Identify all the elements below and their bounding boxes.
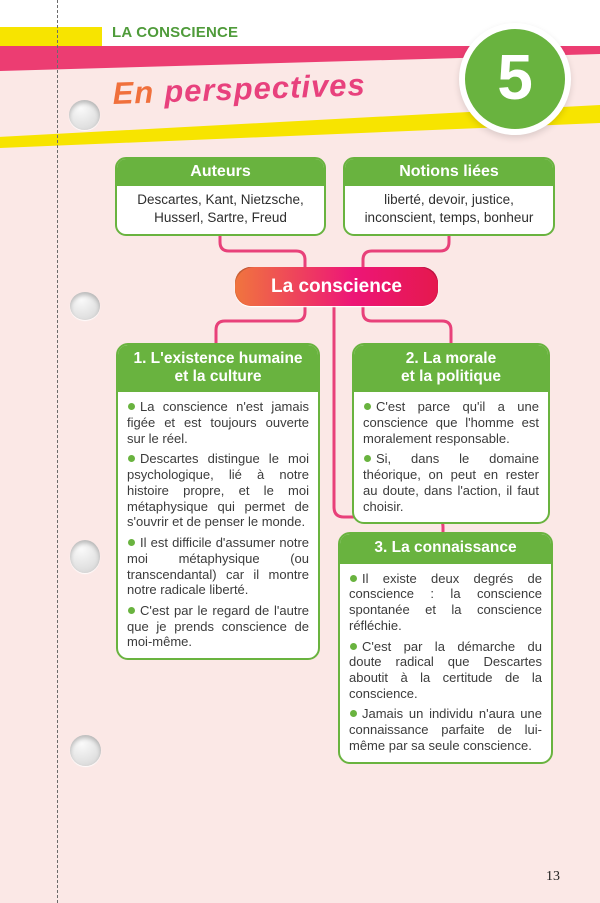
bullet-item: Il existe deux degrés de conscience : la conscience spontanée et la conscience réfléchie. bbox=[349, 570, 542, 633]
bullet-item: C'est par le regard de l'autre que je prends conscience de moi-même. bbox=[127, 602, 309, 650]
bullet-icon bbox=[128, 539, 135, 546]
bullet-icon bbox=[128, 403, 135, 410]
central-node-label: La conscience bbox=[271, 275, 402, 297]
chapter-number: 5 bbox=[497, 41, 533, 113]
chapter-number-badge bbox=[459, 23, 571, 135]
auteurs-box bbox=[115, 157, 326, 236]
branch-box-3 bbox=[338, 532, 553, 764]
connector-notions-to-center bbox=[363, 231, 449, 270]
bullet-icon bbox=[364, 455, 371, 462]
branch-3-title: 3. La connaissance bbox=[340, 534, 551, 564]
bullet-item: Si, dans le domaine théorique, on peut en rester au doute, dans l'action, il faut choisir. bbox=[363, 451, 539, 514]
bullet-icon bbox=[350, 643, 357, 650]
bullet-icon bbox=[128, 607, 135, 614]
bullet-item: C'est parce qu'il a une conscience que l'homme est moralement responsable. bbox=[363, 399, 539, 446]
bullet-item: La conscience n'est jamais figée et est toujours ouverte sur le réel. bbox=[127, 399, 309, 446]
bullet-item: Il est difficile d'assumer notre moi métaphysique (ou transcendantal) car il montre notre radicale liberté. bbox=[127, 535, 309, 598]
bullet-icon bbox=[128, 455, 135, 462]
branch-2-title: 2. La morale et la politique bbox=[354, 345, 548, 392]
connector-center-to-branch1 bbox=[216, 303, 305, 345]
chapter-kicker: LA CONSCIENCE bbox=[112, 24, 239, 41]
page-title-word-1: En bbox=[112, 74, 155, 111]
bullet-icon bbox=[350, 575, 357, 582]
margin-dashed-line bbox=[57, 0, 58, 903]
page-number: 13 bbox=[546, 869, 560, 884]
notions-liees-box-content: liberté, devoir, justice, inconscient, temps, bonheur bbox=[364, 192, 534, 225]
bullet-item: Descartes distingue le moi psychologique, lié à notre histoire propre, et le moi métaphysique qui permet de s'ouvrir et de penser le monde. bbox=[127, 451, 309, 530]
auteurs-box-content: Descartes, Kant, Nietzsche, Husserl, Sartre, Freud bbox=[137, 192, 304, 225]
central-node bbox=[235, 267, 438, 306]
branch-2-body bbox=[354, 392, 548, 522]
connector-auteurs-to-center bbox=[220, 231, 305, 270]
bullet-item: C'est par la démarche du doute radical que Descartes aboutit à la certitude de la conscience. bbox=[349, 638, 542, 701]
bullet-icon bbox=[364, 403, 371, 410]
branch-3-body bbox=[340, 564, 551, 762]
notions-liees-box-title: Notions liées bbox=[345, 159, 553, 186]
notions-liees-box bbox=[343, 157, 555, 236]
branch-box-2 bbox=[352, 343, 550, 524]
connector-center-to-branch2 bbox=[363, 303, 451, 345]
branch-1-title: 1. L'existence humaine et la culture bbox=[118, 345, 318, 392]
page-title-word-2: perspectives bbox=[163, 67, 367, 110]
bullet-item: Jamais un individu n'aura une connaissance parfaite de lui-même par sa seule conscience. bbox=[349, 706, 542, 753]
branch-box-1 bbox=[116, 343, 320, 660]
branch-1-body bbox=[118, 392, 318, 658]
auteurs-box-title: Auteurs bbox=[117, 159, 324, 186]
bullet-icon bbox=[350, 710, 357, 717]
